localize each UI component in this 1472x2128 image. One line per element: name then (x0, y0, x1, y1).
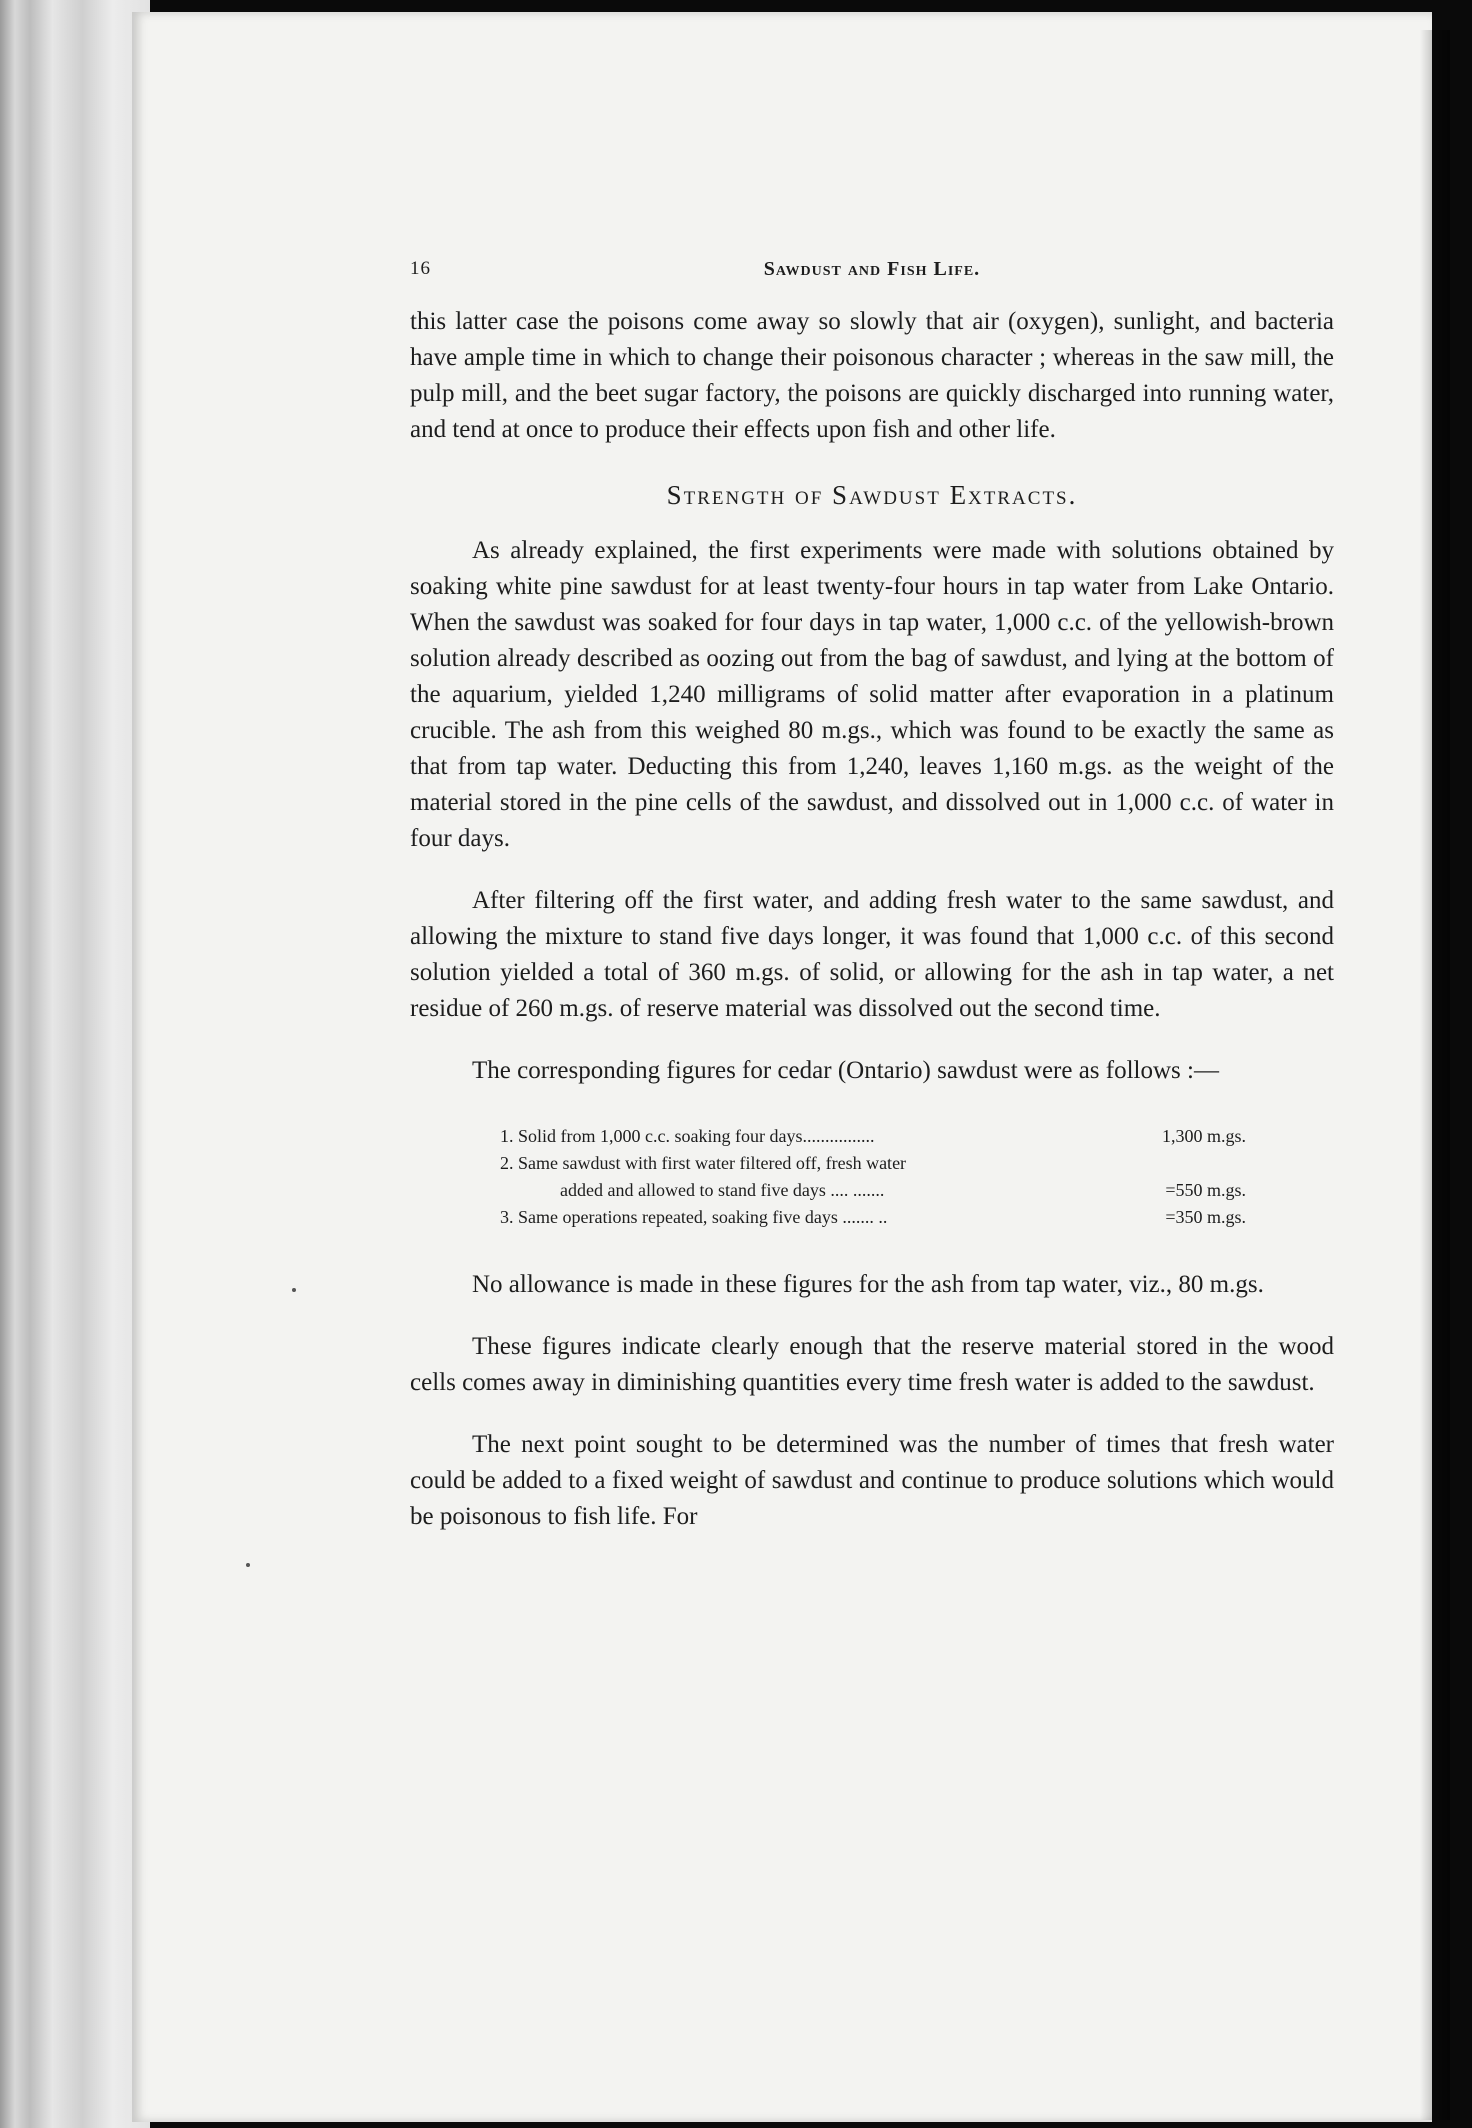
paragraph: this latter case the poisons come away so slowly that air (oxygen), sunlight, and bacteria have ample time in which to change their poisonous character ; whereas in the saw mill, the pulp mill, and the beet sugar factory, the poisons are quickly discharged into running water, and tend at once to produce their effects upon fish and other life. (410, 308, 1334, 443)
gutter-shadow (1420, 30, 1450, 2120)
paragraph: As already explained, the first experiments were made with solutions obtained by soaking white pine sawdust for at least twenty-four hours in tap water from Lake Ontario. When the sawdust was soaked for four days in tap water, 1,000 c.c. of the yellowish-brown solution already described as oozing out from the bag of sawdust, and lying at the bottom of the aquarium, yielded 1,240 milligrams of solid matter after evaporation in a platinum crucible. The ash from this weighed 80 m.gs., which was found to be exactly the same as that from tap water. Deducting this from 1,240, leaves 1,160 m.gs. as the weight of the material stored in the pine cells of the sawdust, and dissolved out in 1,000 c.c. of water in four days. (410, 537, 1334, 852)
page-text (410, 258, 1334, 1535)
paragraph: These figures indicate clearly enough that the reserve material stored in the wood cells comes away in diminishing quantities every time fresh water is added to the sawdust. (410, 1333, 1334, 1396)
running-head-title: Sawdust and Fish Life. (763, 258, 981, 280)
row-value: 1,300 m.gs. (1161, 1126, 1246, 1146)
figures-table (410, 1123, 1246, 1231)
scan-speck (246, 1563, 250, 1567)
page-number: 16 (410, 258, 431, 279)
paragraph: No allowance is made in these figures for the ash from tap water, viz., 80 m.gs. (472, 1271, 1264, 1298)
row-label: 3. Same operations repeated, soaking five days ....... .. (500, 1207, 888, 1227)
paragraph: The next point sought to be determined was the number of times that fresh water could be added to a fixed weight of sawdust and continue to produce solutions which would be poisonous to fish life. For (410, 1431, 1334, 1530)
paragraph: The corresponding figures for cedar (Ontario) sawdust were as follows :— (472, 1057, 1219, 1084)
table-row (500, 1177, 1246, 1204)
row-value: =550 m.gs. (1165, 1180, 1246, 1200)
running-head (410, 258, 1334, 288)
row-value: =350 m.gs. (1165, 1207, 1246, 1227)
row-label: added and allowed to stand five days .... ....... (560, 1180, 885, 1200)
row-label: 2. Same sawdust with first water filtered off, fresh water (500, 1153, 907, 1173)
table-row (500, 1204, 1246, 1231)
scan-speck (292, 1288, 296, 1292)
paragraph: After filtering off the first water, and adding fresh water to the same sawdust, and allowing the mixture to stand five days longer, it was found that 1,000 c.c. of this second solution yielded a total of 360 m.gs. of solid, or allowing for the ash in tap water, a net residue of 260 m.gs. of reserve material was dissolved out the second time. (410, 887, 1334, 1022)
row-label: 1. Solid from 1,000 c.c. soaking four days................ (500, 1126, 875, 1146)
section-heading: Strength of Sawdust Extracts. (666, 480, 1078, 510)
book-page-edges (0, 0, 150, 2128)
table-row (500, 1123, 1246, 1150)
table-row (500, 1150, 1246, 1177)
